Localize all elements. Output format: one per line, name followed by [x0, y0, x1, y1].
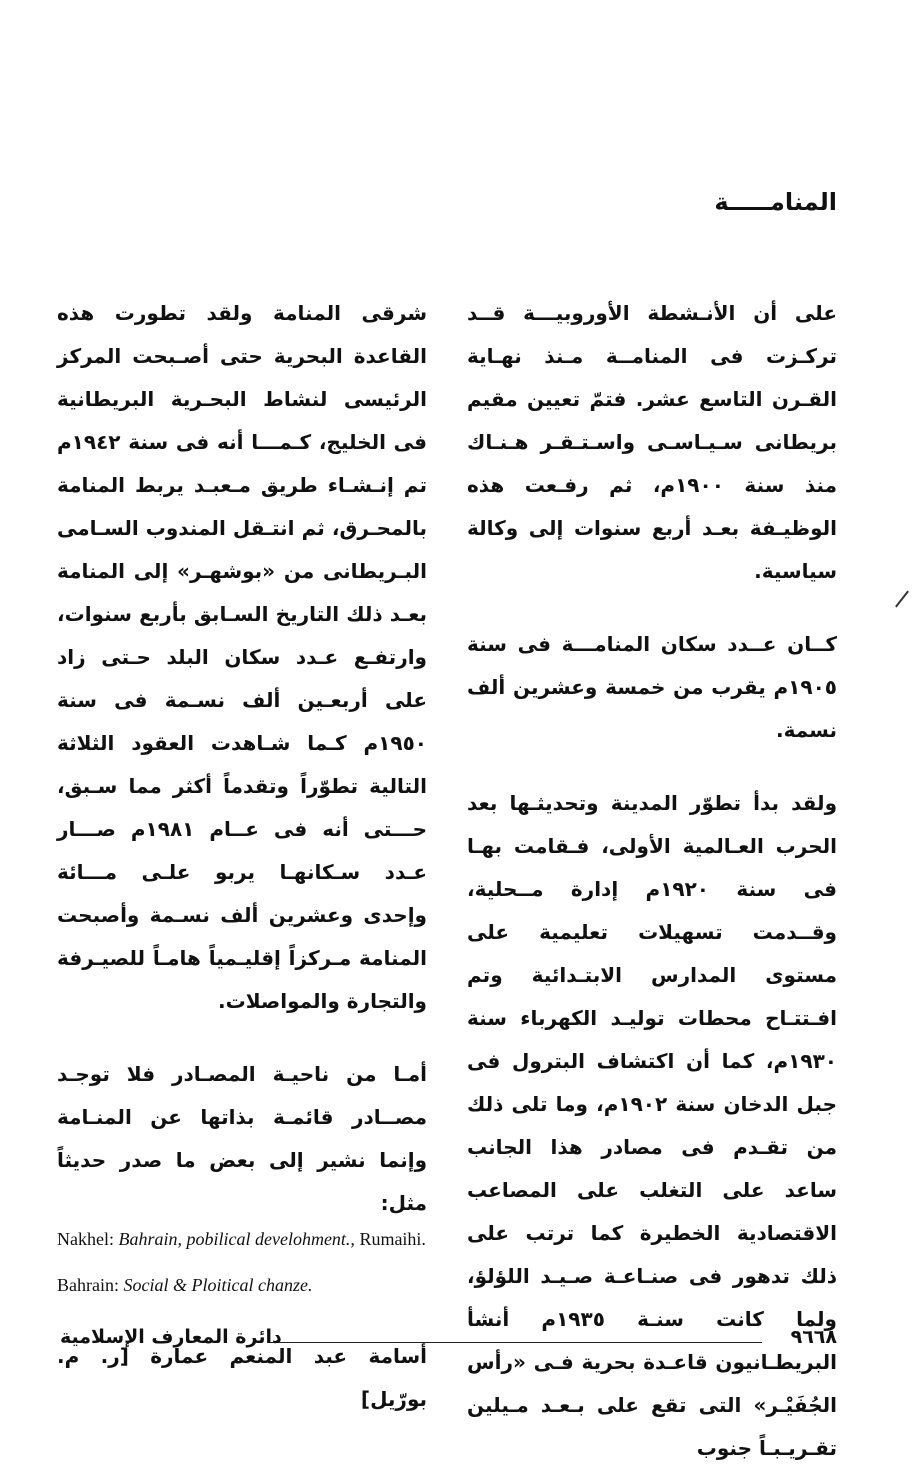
reference-extra: Rumaihi.	[359, 1229, 426, 1249]
paragraph: ولقد بدأ تطوّر المدينة وتحديثـها بعد الحرب العـالمية الأولى، فـقامت بهـا فى سنة ١٩٢٠م إدارة مــحلية، وقــدمت تسهيلات تعليمية على مستوى المدارس الابتـدائية وتم افـتتـاح محطات توليـد الكهرباء سنة ١٩٣٠م، كما أن اكتشاف البترول فى جبل الدخان سنة ١٩٠٢م، وما تلى ذلك من تقـدم فى مصادر هذا الجانب ساعد على التغلب على المصاعب الاقتصادية الخطيرة كما ترتب على ذلك تدهور فى صنـاعـة صـيـد اللؤلؤ، ولما كانت سنـة ١٩٣٥م أنشأ البريطـانيون قاعـدة بحرية فـى «رأس الجُفَيْـر» التى تقع على بـعـد مـيلين تقـريـبـاً جنوب	[467, 791, 838, 1460]
reference-author: Nakhel:	[57, 1229, 114, 1249]
footer-divider	[270, 1342, 762, 1343]
paragraph: كــان عــدد سكان المنامـــة فى سنة ١٩٠٥م يقرب من خمسة وعشرين ألف نسمة.	[467, 632, 837, 742]
right-text-column	[467, 292, 837, 1470]
reference-entry	[57, 1265, 427, 1305]
reference-author: Bahrain:	[57, 1275, 119, 1295]
encyclopedia-name: دائرة المعارف الإسلامية	[60, 1326, 282, 1348]
reference-title: Bahrain, pobilical develohment.,	[118, 1229, 355, 1249]
reference-entry	[57, 1219, 427, 1259]
page-number: ٩٦٦٨	[790, 1326, 837, 1348]
running-header-title: المنامـــــة	[714, 188, 837, 216]
paragraph: على أن الأنـشطة الأوروبيـــة قــد تركـزت فى المنامــة مـنذ نهـاية القـرن التاسع عشر. فتمّ تعيين مقيم بريطانى سـيـاسـى واسـتـقـر هـنـاك منذ سنة ١٩٠٠م، ثم رفـعت هذه الوظيـفة بعـد أربع سنوات إلى وكالة سياسية.	[467, 301, 837, 583]
margin-pen-mark	[895, 591, 909, 608]
paragraph: أمـا من ناحيـة المصـادر فلا توجـد مصــادر قائمـة بذاتها عن المنـامة وإنما نشير إلى بعض ما صدر حديثاً مثل:	[57, 1062, 427, 1215]
page-footer	[60, 1326, 837, 1356]
reference-title: Social & Ploitical chanze.	[123, 1275, 313, 1295]
paragraph: شرقى المنامة ولقد تطورت هذه القاعدة البحرية حتى أصـبحت المركز الرئيسى لنشاط البحـرية البريطانية فى الخليج، كـمـــا أنه فى سنة ١٩٤٢م تم إنـشـاء طريق مـعبـد يربط المنامة بالمحـرق، ثم انتـقل المندوب السـامى البـريطانى من «بوشهـر» إلى المنامة بعـد ذلك التاريخ السـابق بأربع سنوات، وارتفـع عـدد سكان البلد حـتى زاد على أربعـين ألف نسـمة فى سنة ١٩٥٠م كـما شـاهدت العقود الثلاثة التالية تطوّراً وتقدماً أكثر مما سـبق، حـــتى أنه فى عــام ١٩٨١م صـــار عـدد سـكانهـا يربو علـى مـــائة وإحدى وعشرين ألف نسـمة وأصبحت المنامة مـركزاً إقليـمياً هامـاً للصيـرفة والتجارة والمواصلات.	[57, 301, 428, 1013]
left-text-column	[57, 292, 427, 1421]
article-author-signature: أسامة عبد المنعم عمارة [ر. م. بورّيل]	[57, 1344, 427, 1411]
